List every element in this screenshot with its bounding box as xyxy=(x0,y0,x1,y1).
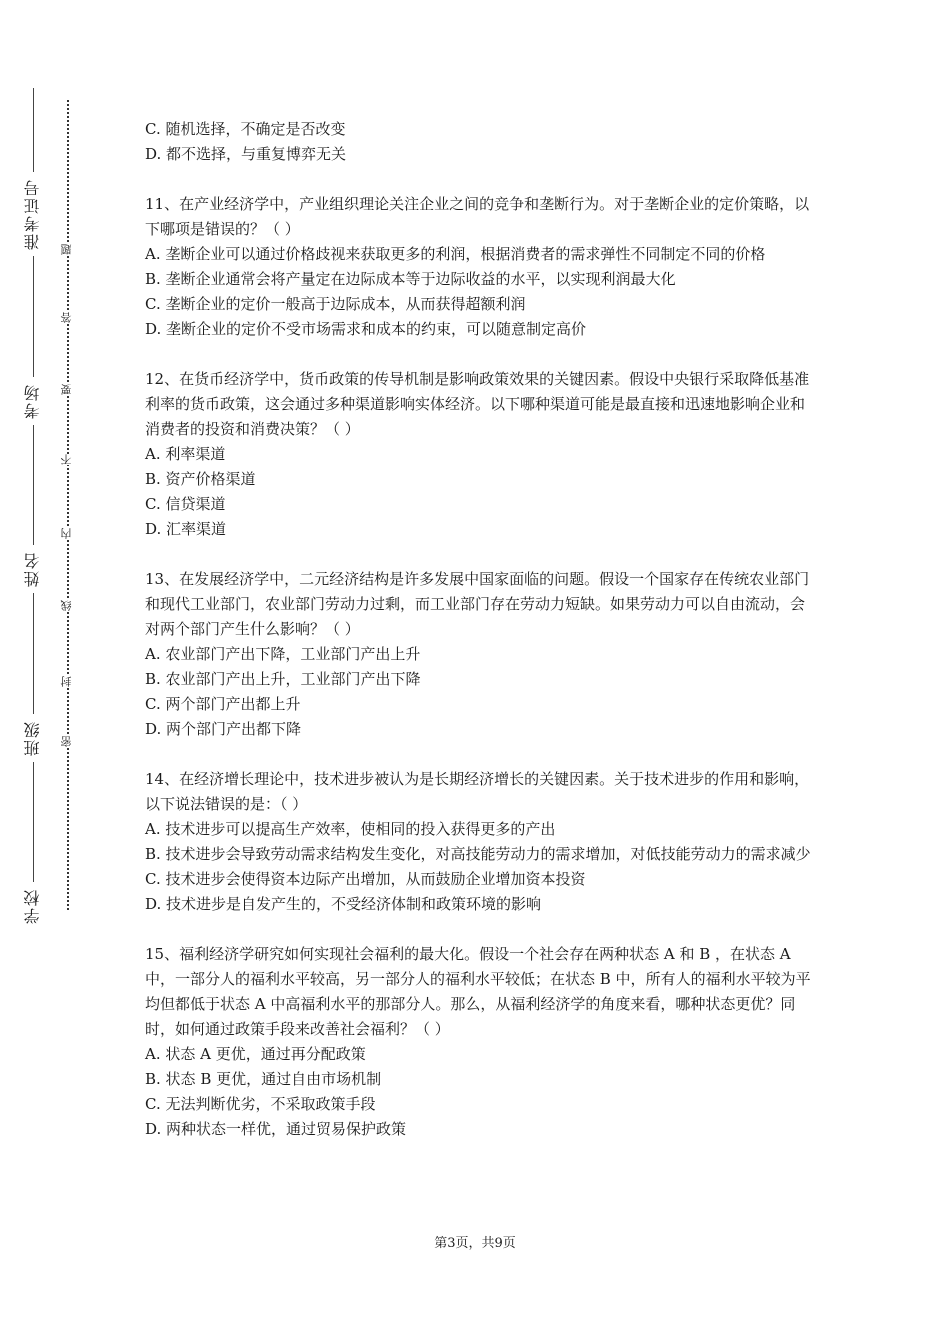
student-info-margin xyxy=(20,88,46,930)
option-b: B. 技术进步会导致劳动需求结构发生变化，对高技能劳动力的需求增加，对低技能劳动力的需求减少 xyxy=(145,845,811,863)
seal-word: 线 xyxy=(60,600,76,611)
option-d: D. 两个部门产出都下降 xyxy=(145,720,302,738)
exam-id-label: 准考证号 xyxy=(23,178,42,251)
question-list xyxy=(145,117,813,1167)
seal-word: 要 xyxy=(60,384,76,395)
seal-word: 密 xyxy=(60,736,76,747)
option-c: C. 无法判断优劣，不采取政策手段 xyxy=(145,1095,376,1113)
question-11 xyxy=(145,192,813,342)
seal-word: 内 xyxy=(60,528,76,539)
seal-line-words xyxy=(60,100,76,910)
option-c: C. 两个部门产出都上升 xyxy=(145,695,301,713)
question-10-continued xyxy=(145,117,813,167)
question-15 xyxy=(145,942,813,1142)
seal-word: 答 xyxy=(60,312,76,323)
question-stem: 13、在发展经济学中，二元经济结构是许多发展中国家面临的问题。假设一个国家存在传统农业部门和现代工业部门，农业部门劳动力过剩，而工业部门存在劳动力短缺。如果劳动力可以自由流动，会对两个部门产生什么影响？（ ） xyxy=(145,570,810,638)
exam-room-field xyxy=(20,256,46,424)
option-b: B. 状态 B 更优，通过自由市场机制 xyxy=(145,1070,382,1088)
question-stem: 15、福利经济学研究如何实现社会福利的最大化。假设一个社会存在两种状态 A 和 B ，在状态 A 中，一部分人的福利水平较高，另一部分人的福利水平较低；在状态 B 中，所有人的福利水平较为平均但都低于状态 A 中高福利水平的那部分人。那么，从福利经济学的角度来看，哪种状态更优？同时，如何通过政策手段来改善社会福利？（ ） xyxy=(145,945,811,1038)
option-c: C. 信贷渠道 xyxy=(145,495,226,513)
option-d: D. 都不选择，与重复博弈无关 xyxy=(145,145,347,163)
fill-line xyxy=(33,593,34,713)
exam-id-field xyxy=(20,88,46,256)
question-12 xyxy=(145,367,813,542)
option-d: D. 垄断企业的定价不受市场需求和成本的约束，可以随意制定高价 xyxy=(145,320,587,338)
question-stem: 11、在产业经济学中，产业组织理论关注企业之间的竞争和垄断行为。对于垄断企业的定价策略，以下哪项是错误的？（ ） xyxy=(145,195,810,238)
option-d: D. 汇率渠道 xyxy=(145,520,227,538)
option-d: D. 两种状态一样优，通过贸易保护政策 xyxy=(145,1120,407,1138)
option-c: C. 随机选择，不确定是否改变 xyxy=(145,120,346,138)
option-c: C. 技术进步会使得资本边际产出增加，从而鼓励企业增加资本投资 xyxy=(145,870,586,888)
question-stem: 14、在经济增长理论中，技术进步被认为是长期经济增长的关键因素。关于技术进步的作用和影响，以下说法错误的是：（ ） xyxy=(145,770,810,813)
fill-line xyxy=(33,425,34,545)
option-a: A. 技术进步可以提高生产效率，使相同的投入获得更多的产出 xyxy=(145,820,556,838)
page-number: 第3页，共9页 xyxy=(434,1236,516,1251)
option-a: A. 农业部门产出下降，工业部门产出上升 xyxy=(145,645,421,663)
question-stem: 12、在货币经济学中，货币政策的传导机制是影响政策效果的关键因素。假设中央银行采取降低基准利率的货币政策，这会通过多种渠道影响实体经济。以下哪种渠道可能是最直接和迅速地影响企业和消费者的投资和消费决策？（ ） xyxy=(145,370,810,438)
question-14 xyxy=(145,767,813,917)
option-b: B. 资产价格渠道 xyxy=(145,470,256,488)
seal-word: 不 xyxy=(60,454,76,465)
school-field xyxy=(20,762,46,930)
option-b: B. 农业部门产出上升，工业部门产出下降 xyxy=(145,670,421,688)
name-label: 姓名 xyxy=(23,551,42,588)
name-field xyxy=(20,425,46,593)
option-c: C. 垄断企业的定价一般高于边际成本，从而获得超额利润 xyxy=(145,295,526,313)
school-label: 学校 xyxy=(23,888,42,925)
fill-line xyxy=(33,256,34,376)
class-field xyxy=(20,593,46,761)
option-a: A. 利率渠道 xyxy=(145,445,226,463)
class-label: 班级 xyxy=(23,719,42,756)
option-b: B. 垄断企业通常会将产量定在边际成本等于边际收益的水平，以实现利润最大化 xyxy=(145,270,676,288)
fill-line xyxy=(33,762,34,882)
fill-line xyxy=(33,88,34,172)
option-a: A. 状态 A 更优，通过再分配政策 xyxy=(145,1045,366,1063)
option-a: A. 垄断企业可以通过价格歧视来获取更多的利润，根据消费者的需求弹性不同制定不同的价格 xyxy=(145,245,766,263)
seal-word: 封 xyxy=(60,676,76,687)
seal-word: 题 xyxy=(60,244,76,255)
question-13 xyxy=(145,567,813,742)
option-d: D. 技术进步是自发产生的，不受经济体制和政策环境的影响 xyxy=(145,895,542,913)
exam-room-label: 考场 xyxy=(23,382,42,419)
